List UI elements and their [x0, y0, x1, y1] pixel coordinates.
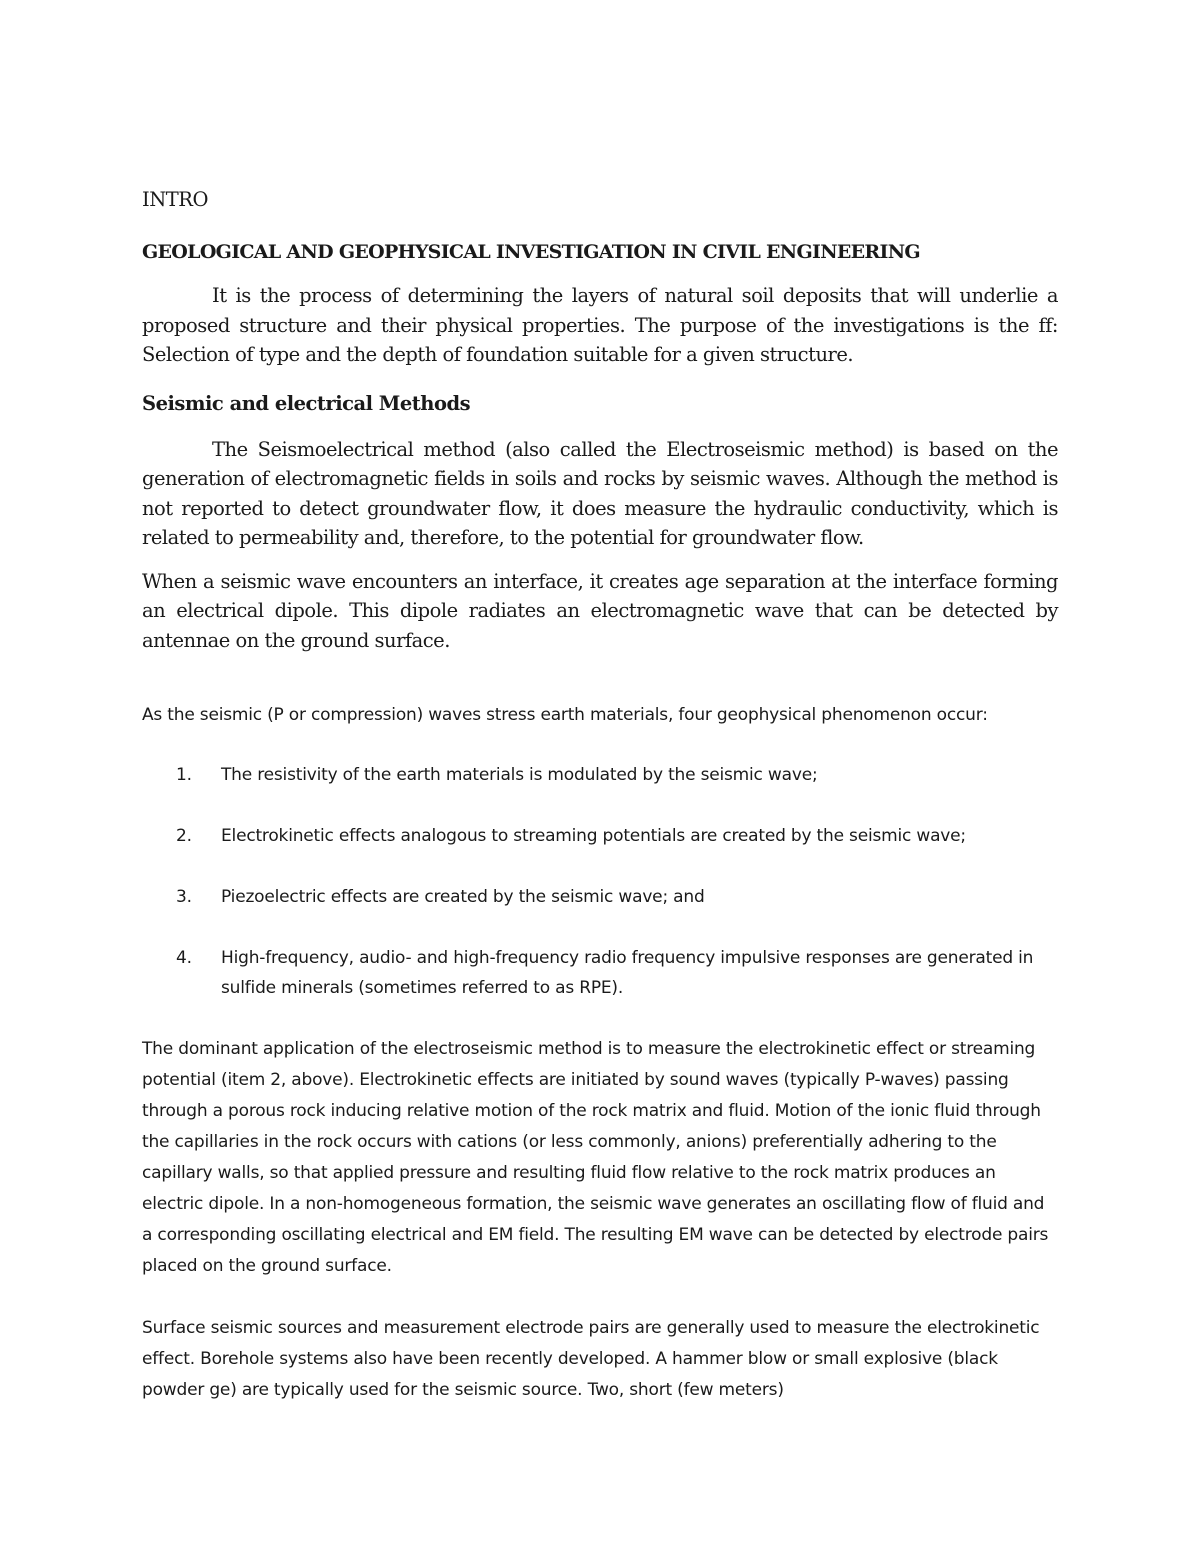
list-item-text: The resistivity of the earth materials is modulated by the seismic wave; — [221, 765, 818, 785]
phenomena-intro: As the seismic (P or compression) waves stress earth materials, four geophysical phenomenon occur: — [142, 705, 988, 725]
surface-sources-paragraph: Surface seismic sources and measurement electrode pairs are generally used to measure the electrokinetic effect. Borehole systems also have been recently developed. A hammer blow or small explosive (black powder ge) are typically used for the seismic source. Two, short (few meters) — [142, 1318, 1040, 1400]
list-item-number: 1. — [176, 765, 192, 785]
electrokinetic-paragraph: The dominant application of the electroseismic method is to measure the electrokinetic effect or streaming potential (item 2, above). Electrokinetic effects are initiated by sound waves (typically P-waves) passing through a porous rock inducing relative motion of the rock matrix and fluid. Motion of the ionic fluid through the capillaries in the rock occurs with cations (or less commonly, anions) preferentially adhering to the capillary walls, so that applied pressure and resulting fluid flow relative to the rock matrix produces an electric dipole. In a non-homogeneous formation, the seismic wave generates an oscillating flow of fluid and a corresponding oscillating electrical and EM field. The resulting EM wave can be detected by electrode pairs placed on the ground surface. — [142, 1039, 1049, 1276]
list-item-text: High-frequency, audio- and high-frequency radio frequency impulsive responses are generated in sulfide minerals (sometimes referred to as RPE). — [221, 948, 1034, 998]
list-item — [142, 821, 1058, 851]
seismoelectrical-paragraph: The Seismoelectrical method (also called the Electroseismic method) is based on the generation of electromagnetic fields in soils and rocks by seismic waves. Although the method is not reported to detect groundwater flow, it does measure the hydraulic conductivity, which is related to permeability and, therefore, to the potential for groundwater flow. — [142, 437, 1058, 549]
document-title: GEOLOGICAL AND GEOPHYSICAL INVESTIGATION IN CIVIL ENGINEERING — [142, 241, 920, 263]
intro-label: INTRO — [142, 188, 208, 211]
list-item-text: Electrokinetic effects analogous to streaming potentials are created by the seismic wave; — [221, 826, 966, 846]
phenomena-list — [142, 760, 1058, 1003]
list-item — [142, 760, 1058, 790]
list-item-number: 2. — [176, 826, 192, 846]
list-item-number: 3. — [176, 887, 192, 907]
list-item — [142, 882, 1058, 912]
interface-paragraph: When a seismic wave encounters an interface, it creates age separation at the interface forming an electrical dipole. This dipole radiates an electromagnetic wave that can be detected by antennae on the ground surface. — [142, 569, 1058, 652]
list-item — [142, 943, 1058, 1003]
document-page — [142, 185, 1058, 1406]
section-heading: Seismic and electrical Methods — [142, 391, 471, 415]
list-item-number: 4. — [176, 948, 192, 968]
definition-paragraph: It is the process of determining the layers of natural soil deposits that will underlie a proposed structure and their physical properties. The purpose of the investigations is the ff: Selection of type and the depth of foundation suitable for a given structure. — [142, 284, 1058, 366]
list-item-text: Piezoelectric effects are created by the seismic wave; and — [221, 887, 705, 907]
